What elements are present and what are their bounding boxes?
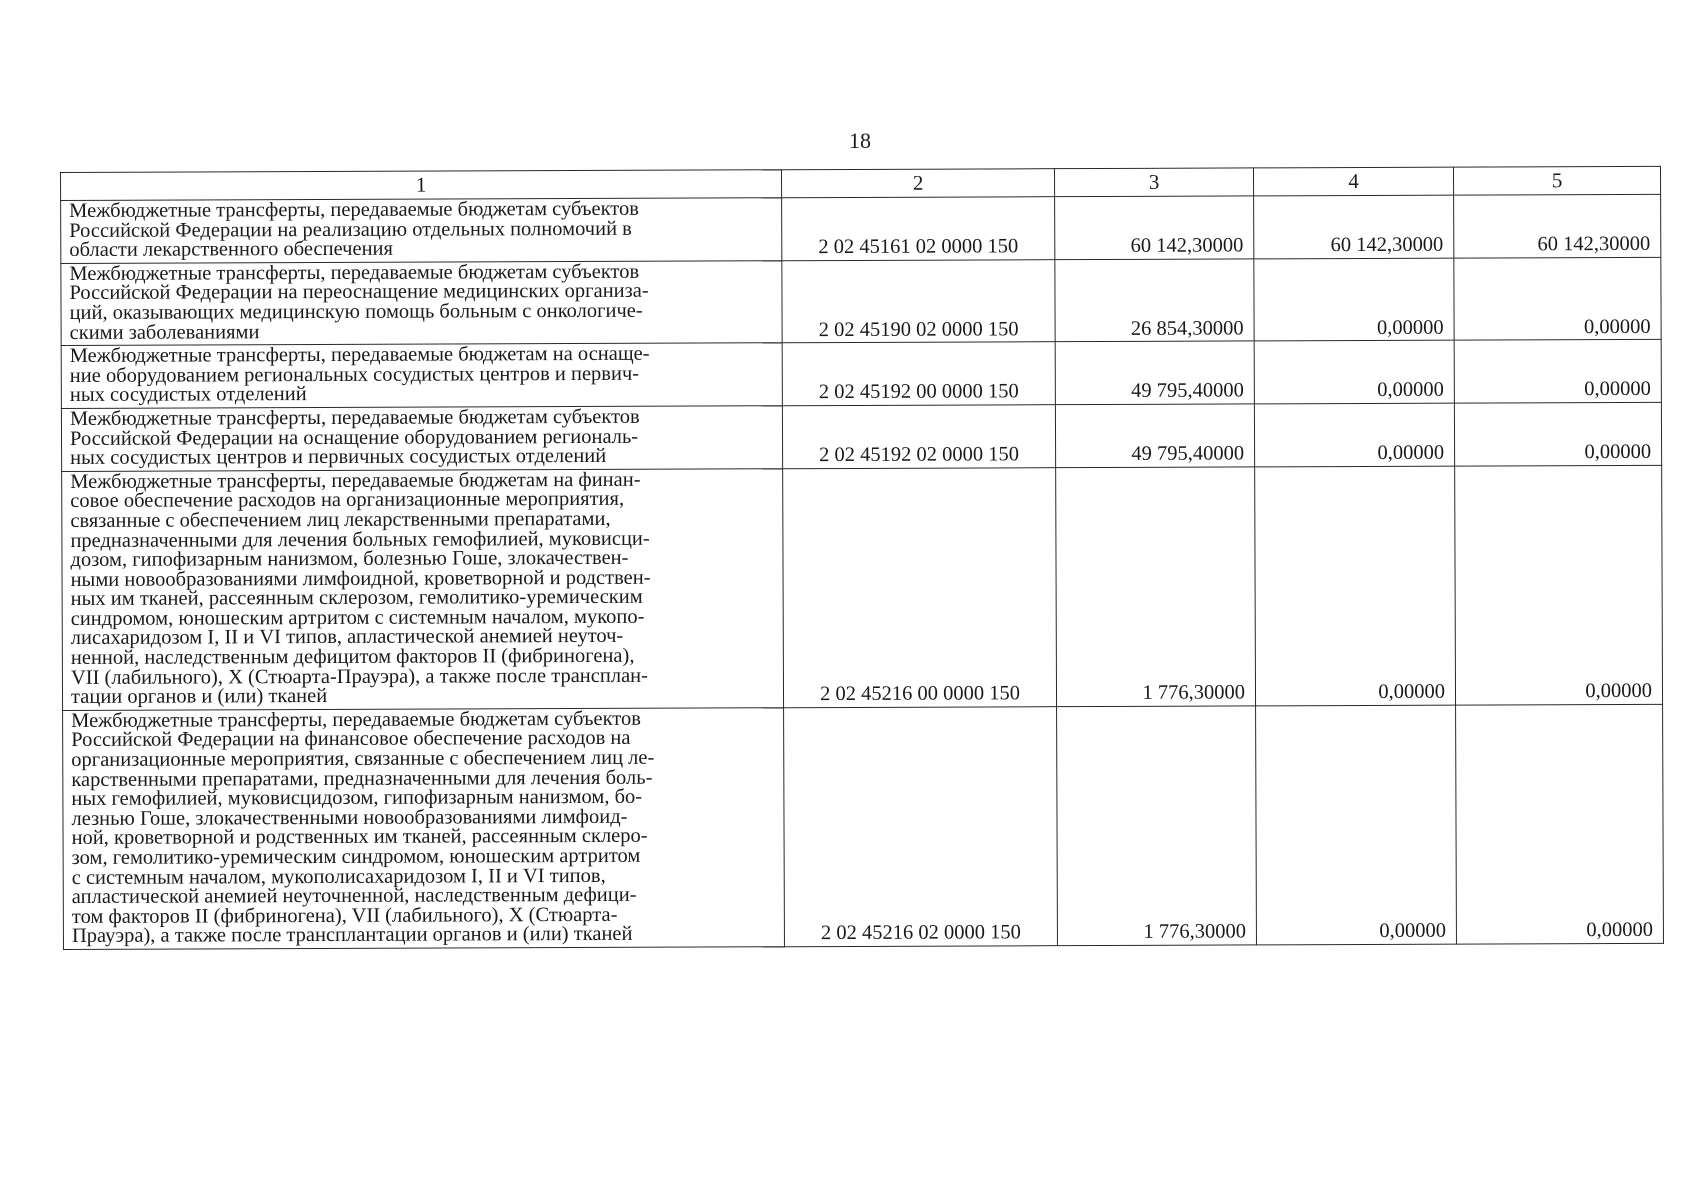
row-value-col3: 1 776,30000 <box>1057 706 1257 946</box>
column-header-3: 3 <box>1054 168 1253 197</box>
row-value-col3: 49 795,40000 <box>1055 341 1254 405</box>
column-header-4: 4 <box>1253 167 1453 196</box>
row-description: Межбюджетные трансферты, передаваемые бюджетам субъектов Российской Федерации на финансовое обеспечение расходов на организационные мероприятия, связанные с обеспечением лиц ле- карственными препаратами, предназначенными для лечения боль- ных гемофилией, муковисцидозом, гипофизарным нанизмом, бо- лезнью Гоше, злокачественными новообразованиями лимфоид- ной, кроветворной и родственных им тканей, рассеянным склеро- зом, гемолитико-уремическим синдромом, юношеским артритом с системным началом, мукополисахаридозом I, II и VI типов, апластической анемией неуточненной, наследственным дефици- том факторов II (фибриногена), VII (лабильного), X (Стюарта- Прауэра), а также после трансплантации органов и (или) тканей <box>63 708 785 950</box>
table-row <box>63 704 1664 949</box>
row-value-col5: 0,00000 <box>1454 340 1661 404</box>
row-value-col4: 0,00000 <box>1256 705 1457 945</box>
row-budget-code: 2 02 45161 02 0000 150 <box>782 197 1055 261</box>
page-number: 18 <box>849 128 871 153</box>
column-header-2: 2 <box>781 169 1054 198</box>
row-budget-code: 2 02 45216 02 0000 150 <box>784 707 1058 947</box>
table-row <box>62 465 1663 710</box>
row-value-col5: 0,00000 <box>1454 402 1661 466</box>
row-value-col4: 0,00000 <box>1254 340 1454 404</box>
row-description: Межбюджетные трансферты, передаваемые бюджетам на финан- совое обеспечение расходов на организационные мероприятия, связанные с обеспечением лиц лекарственными препаратами, предназначенными для лечения больных гемофилией, муковисци- дозом, гипофизарным нанизмом, болезнью Гоше, злокачествен- ными новообразованиями лимфоидной, кроветворной и родствен- ных им тканей, рассеянным склерозом, гемолитико-уремическим синдромом, юношеским артритом с системным началом, мукопо- лисахаридозом I, II и VI типов, апластической анемией неуточ- ненной, наследственным дефицитом факторов II (фибриногена), VII (лабильного), X (Стюарта-Прауэра), а также после трансплан- тации органов и (или) тканей <box>62 468 784 710</box>
row-description: Межбюджетные трансферты, передаваемые бюджетам на оснаще- ние оборудованием региональных сосудистых центров и первич- ных сосудистых отделений <box>61 343 782 409</box>
row-value-col5: 0,00000 <box>1455 465 1663 705</box>
row-description: Межбюджетные трансферты, передаваемые бюджетам субъектов Российской Федерации на переоснащение медицинских организа- ций, оказывающих медицинскую помощь больным с онкологиче- скими заболеваниями <box>61 261 782 346</box>
row-value-col4: 0,00000 <box>1255 466 1456 706</box>
row-value-col5: 60 142,30000 <box>1454 194 1661 258</box>
row-value-col3: 49 795,40000 <box>1055 404 1254 468</box>
row-description: Межбюджетные трансферты, передаваемые бюджетам субъектов Российской Федерации на реализацию отдельных полномочий в области лекарственного обеспечения <box>61 198 782 264</box>
row-value-col4: 0,00000 <box>1254 403 1454 467</box>
row-value-col5: 0,00000 <box>1454 257 1661 340</box>
row-budget-code: 2 02 45190 02 0000 150 <box>782 259 1055 342</box>
row-value-col3: 1 776,30000 <box>1056 467 1256 707</box>
budget-transfers-table <box>60 166 1664 950</box>
row-description: Межбюджетные трансферты, передаваемые бюджетам субъектов Российской Федерации на оснащение оборудованием региональ- ных сосудистых центров и первичных сосудистых отделений <box>61 406 782 472</box>
table-row <box>61 257 1661 346</box>
column-header-1: 1 <box>61 170 782 201</box>
row-value-col4: 0,00000 <box>1254 258 1454 341</box>
row-budget-code: 2 02 45192 02 0000 150 <box>782 405 1055 469</box>
table-row <box>61 194 1661 263</box>
row-budget-code: 2 02 45192 00 0000 150 <box>782 342 1055 406</box>
row-value-col3: 60 142,30000 <box>1055 196 1254 260</box>
row-value-col4: 60 142,30000 <box>1254 195 1454 259</box>
row-value-col5: 0,00000 <box>1456 704 1664 944</box>
column-header-5: 5 <box>1453 166 1660 195</box>
table-row <box>61 340 1661 409</box>
row-budget-code: 2 02 45216 00 0000 150 <box>783 467 1057 707</box>
table-row <box>61 402 1661 471</box>
row-value-col3: 26 854,30000 <box>1055 259 1254 342</box>
